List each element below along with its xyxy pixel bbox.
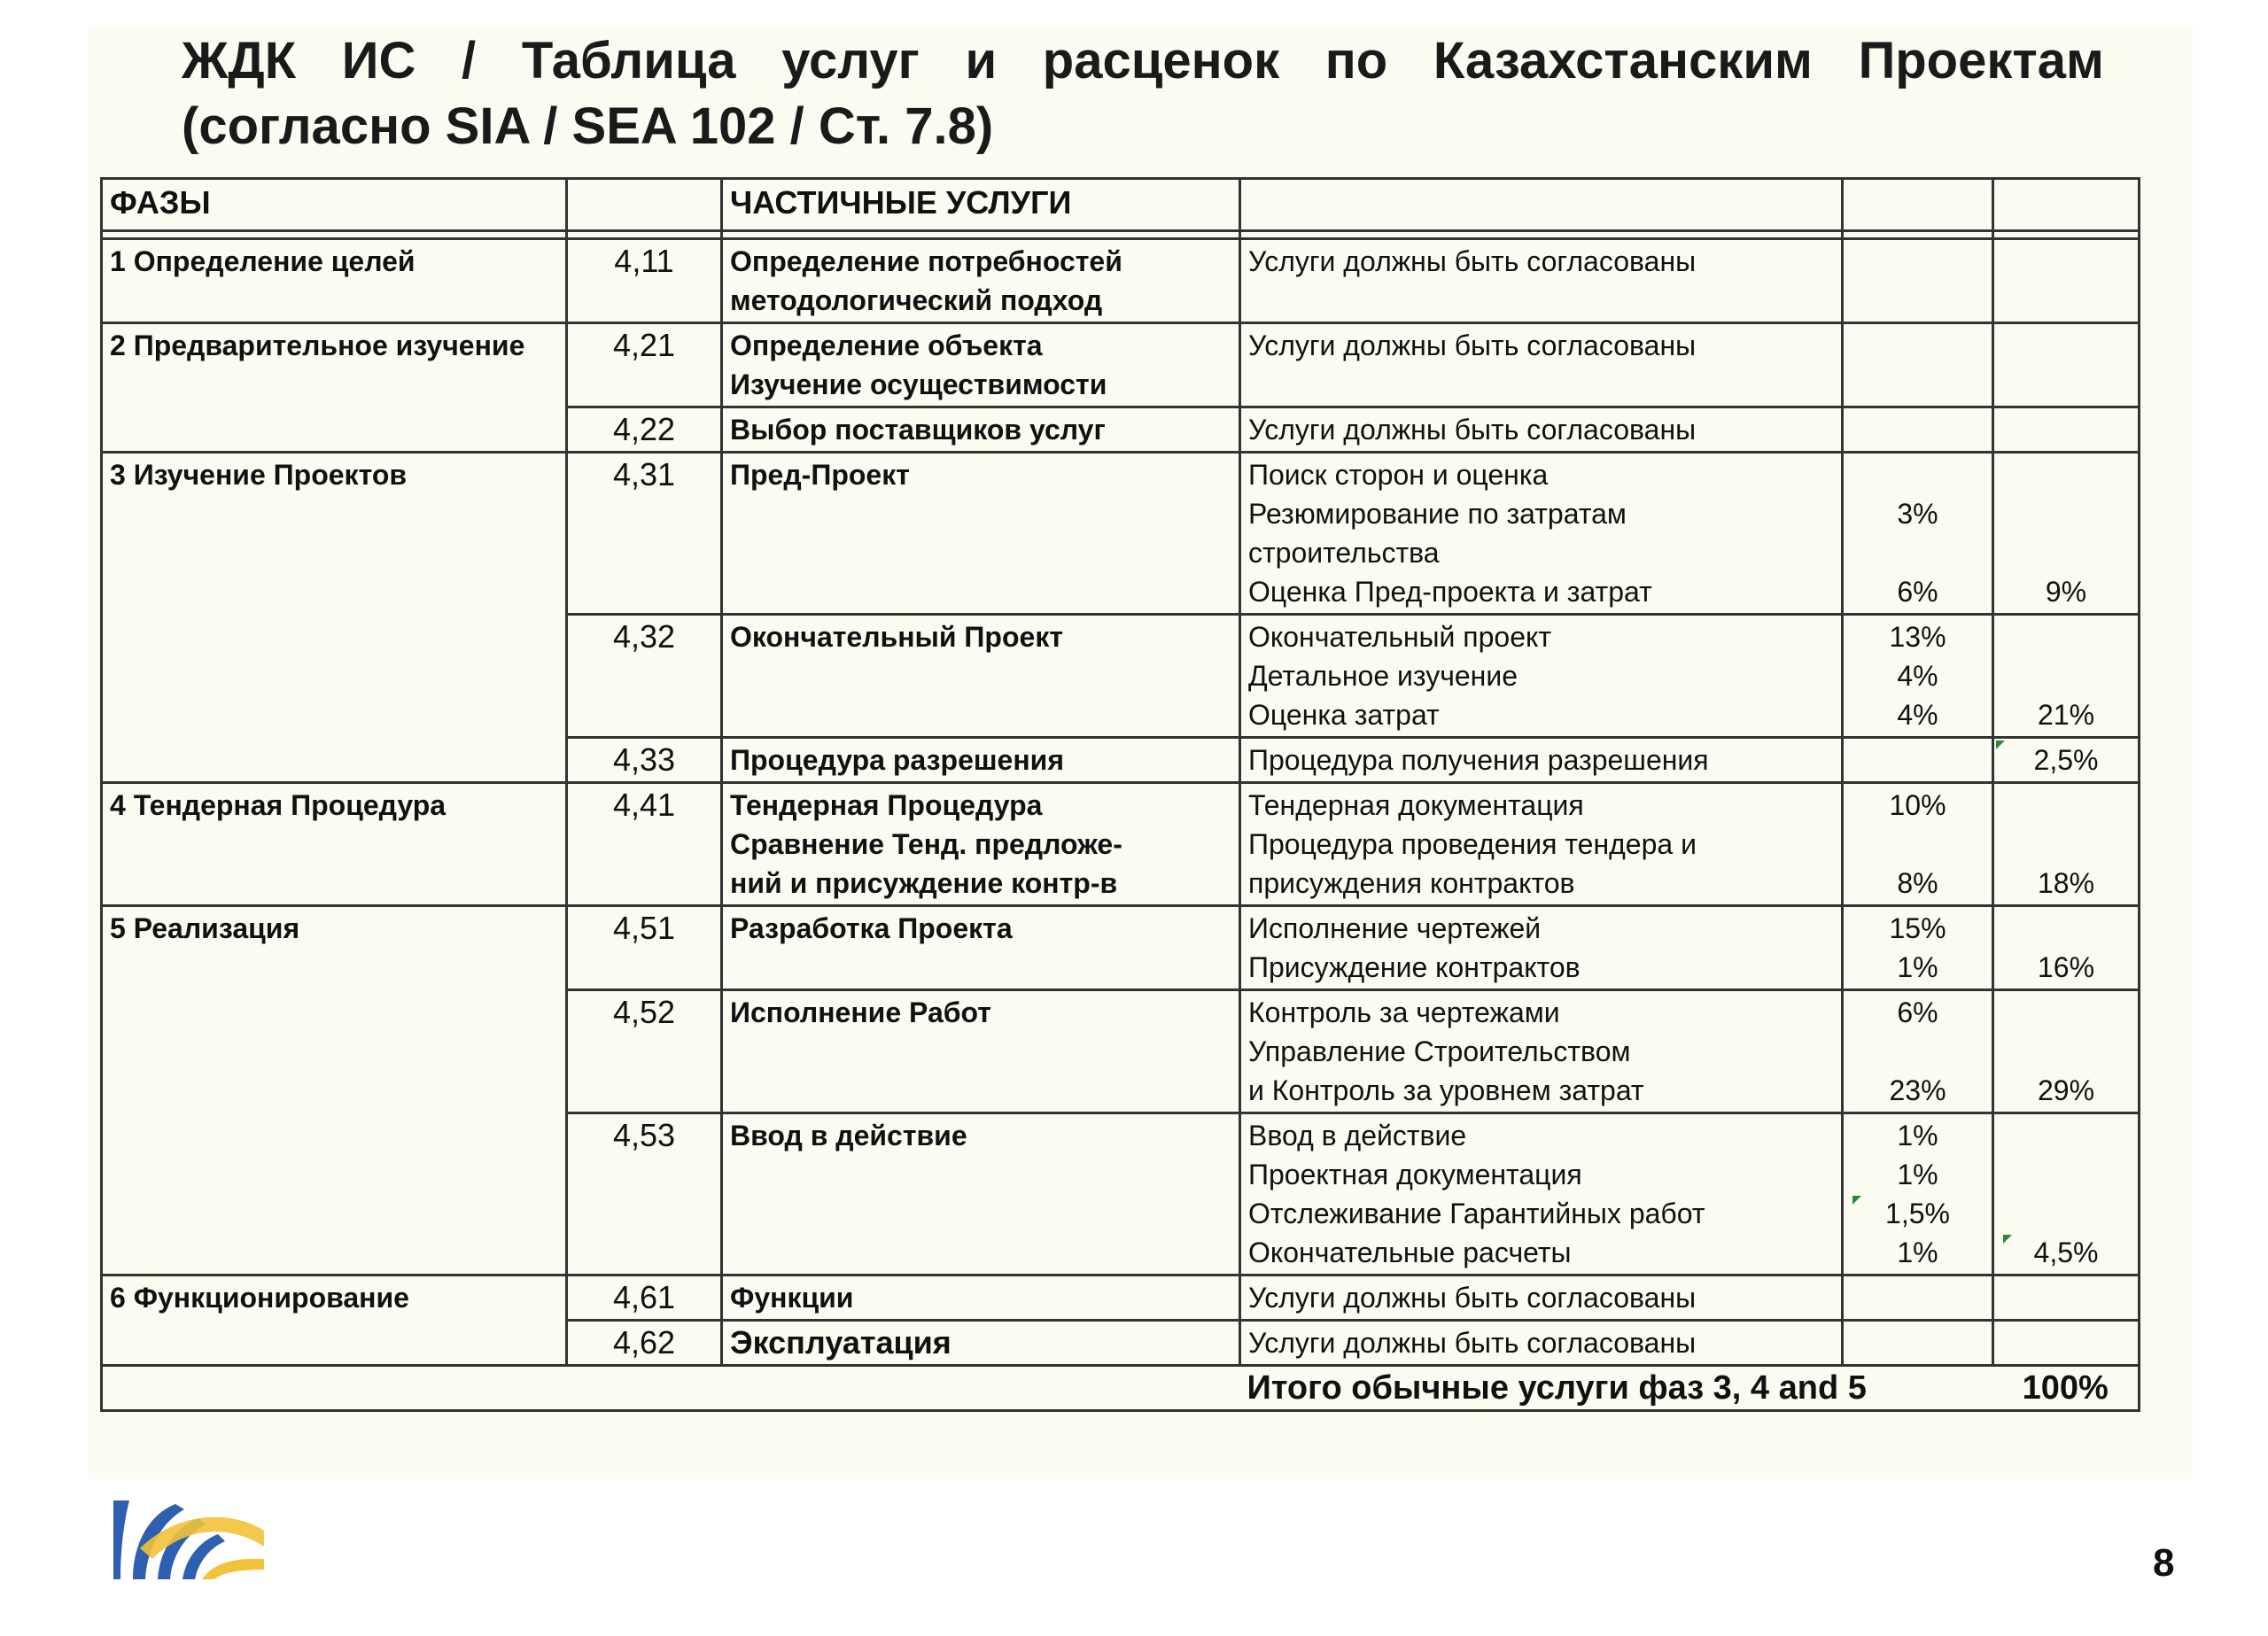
summary-label: Итого обычные услуги фаз 3, 4 and 5	[1240, 1366, 1993, 1411]
service-line: Пред-Проект	[730, 459, 910, 491]
header-row	[102, 179, 2140, 231]
service-desc	[1240, 990, 1843, 1113]
header-code	[567, 179, 722, 231]
service-line: Функции	[730, 1282, 854, 1314]
desc-line: Резюмирование по затратам	[1248, 498, 1627, 530]
phase-name: 5 Реализация	[102, 906, 567, 1275]
title-word: по	[1324, 32, 1388, 89]
header-phases: ФАЗЫ	[102, 179, 567, 231]
pct-cell	[1843, 1275, 1993, 1321]
total-cell	[1993, 738, 2140, 783]
pct-value: 6%	[1897, 996, 1938, 1028]
service-line: Процедура разрешения	[730, 744, 1064, 776]
services-table	[100, 177, 2140, 1412]
pct-value: 1%	[1897, 951, 1938, 983]
total-value: 9%	[2045, 576, 2087, 608]
service-name	[722, 239, 1240, 323]
total-value: 29%	[2037, 1074, 2095, 1106]
service-name	[722, 453, 1240, 615]
service-line: Определение потребностей	[730, 245, 1122, 277]
desc-line: Контроль за чертежами	[1248, 996, 1560, 1028]
total-cell	[1993, 615, 2140, 738]
service-name	[722, 407, 1240, 453]
pct-cell	[1843, 453, 1993, 615]
service-desc	[1240, 615, 1843, 738]
service-desc	[1240, 453, 1843, 615]
desc-line: Услуги должны быть согласованы	[1248, 1282, 1697, 1314]
service-code: 4,52	[567, 990, 722, 1113]
service-code: 4,61	[567, 1275, 722, 1321]
desc-line: Исполнение чертежей	[1248, 912, 1542, 944]
service-code: 4,31	[567, 453, 722, 615]
pct-value: 10%	[1889, 789, 1946, 821]
service-desc	[1240, 906, 1843, 990]
total-cell	[1993, 323, 2140, 407]
title-word: Проектам	[1858, 32, 2104, 89]
service-name	[722, 1113, 1240, 1275]
total-cell	[1993, 990, 2140, 1113]
header-desc	[1240, 179, 1843, 231]
phase-name: 3 Изучение Проектов	[102, 453, 567, 783]
pct-cell	[1843, 239, 1993, 323]
service-code: 4,11	[567, 239, 722, 323]
desc-line: Услуги должны быть согласованы	[1248, 1327, 1697, 1359]
table-row	[102, 323, 2140, 407]
pct-value: 3%	[1897, 498, 1938, 530]
desc-line: Услуги должны быть согласованы	[1248, 245, 1697, 277]
service-code: 4,33	[567, 738, 722, 783]
total-cell	[1993, 407, 2140, 453]
pct-cell	[1843, 407, 1993, 453]
service-desc	[1240, 323, 1843, 407]
separator-row	[102, 231, 2140, 239]
service-code: 4,53	[567, 1113, 722, 1275]
service-name	[722, 990, 1240, 1113]
service-desc	[1240, 1275, 1843, 1321]
pct-value: 1%	[1897, 1159, 1938, 1190]
service-line: Изучение осуществимости	[730, 368, 1107, 400]
service-name	[722, 1321, 1240, 1366]
service-name	[722, 783, 1240, 906]
service-code: 4,32	[567, 615, 722, 738]
desc-line: Присуждение контрактов	[1248, 951, 1581, 983]
service-desc	[1240, 1321, 1843, 1366]
service-name	[722, 738, 1240, 783]
total-cell	[1993, 453, 2140, 615]
header-services: ЧАСТИЧНЫЕ УСЛУГИ	[722, 179, 1240, 231]
title-word: /	[462, 32, 477, 89]
desc-line: Ввод в действие	[1248, 1120, 1467, 1151]
service-code: 4,21	[567, 323, 722, 407]
desc-line: Оценка затрат	[1248, 699, 1440, 731]
pct-value: 23%	[1889, 1074, 1946, 1106]
summary-total: 100%	[1993, 1366, 2140, 1411]
phase-name: 1 Определение целей	[102, 239, 567, 323]
page-number: 8	[2153, 1541, 2175, 1585]
title-line-1	[182, 28, 2104, 94]
total-value: 16%	[2037, 951, 2095, 983]
service-line: ний и присуждение контр-в	[730, 867, 1118, 899]
service-line: Определение объекта	[730, 330, 1043, 361]
service-desc	[1240, 407, 1843, 453]
title-word: ЖДК	[182, 32, 297, 89]
service-desc	[1240, 1113, 1843, 1275]
service-line: методологический подход	[730, 284, 1103, 316]
title-word: Казахстанским	[1433, 32, 1813, 89]
pct-value: 15%	[1889, 912, 1946, 944]
service-line: Эксплуатация	[730, 1324, 951, 1361]
title-word: расценок	[1042, 32, 1280, 89]
pct-cell	[1843, 990, 1993, 1113]
service-line: Выбор поставщиков услуг	[730, 414, 1106, 446]
total-cell	[1993, 1321, 2140, 1366]
header-pct	[1843, 179, 1993, 231]
pct-value: 1%	[1897, 1120, 1938, 1151]
pct-cell	[1843, 323, 1993, 407]
pct-cell	[1843, 906, 1993, 990]
header-total	[1993, 179, 2140, 231]
pct-cell	[1843, 783, 1993, 906]
pct-value: 1,5%	[1851, 1194, 1984, 1233]
total-cell	[1993, 906, 2140, 990]
pct-cell	[1843, 615, 1993, 738]
service-desc	[1240, 239, 1843, 323]
service-name	[722, 615, 1240, 738]
title-word: Таблица	[521, 32, 736, 89]
service-name	[722, 1275, 1240, 1321]
service-name	[722, 906, 1240, 990]
desc-line: и Контроль за уровнем затрат	[1248, 1074, 1644, 1106]
pct-value: 4%	[1897, 660, 1938, 692]
total-cell	[1993, 783, 2140, 906]
pct-value: 1%	[1897, 1237, 1938, 1268]
service-line: Ввод в действие	[730, 1120, 967, 1151]
title-word: и	[965, 32, 998, 89]
desc-line: Окончательные расчеты	[1248, 1237, 1572, 1268]
service-line: Разработка Проекта	[730, 912, 1013, 944]
desc-line: Окончательный проект	[1248, 621, 1552, 653]
desc-line: Отслеживание Гарантийных работ	[1248, 1198, 1705, 1229]
desc-line: Оценка Пред-проекта и затрат	[1248, 576, 1652, 608]
desc-line: Управление Строительством	[1248, 1035, 1631, 1067]
title-word: услуг	[781, 32, 920, 89]
desc-line: Поиск сторон и оценка	[1248, 459, 1549, 491]
table-row	[102, 1275, 2140, 1321]
total-cell	[1993, 1113, 2140, 1275]
service-name	[722, 323, 1240, 407]
table-row	[102, 453, 2140, 615]
desc-line: Услуги должны быть согласованы	[1248, 330, 1697, 361]
service-code: 4,22	[567, 407, 722, 453]
desc-line: Процедура получения разрешения	[1248, 744, 1709, 776]
service-code: 4,41	[567, 783, 722, 906]
total-cell	[1993, 1275, 2140, 1321]
desc-line: Услуги должны быть согласованы	[1248, 414, 1697, 446]
pct-value: 8%	[1897, 867, 1938, 899]
desc-line: Проектная документация	[1248, 1159, 1582, 1190]
company-logo-icon	[113, 1495, 264, 1579]
pct-value: 13%	[1889, 621, 1946, 653]
service-code: 4,51	[567, 906, 722, 990]
table-row	[102, 783, 2140, 906]
phase-name: 6 Функционирование	[102, 1275, 567, 1366]
total-value: 18%	[2037, 867, 2095, 899]
desc-line: Детальное изучение	[1248, 660, 1518, 692]
table-row	[102, 906, 2140, 990]
phase-name: 2 Предварительное изучение	[102, 323, 567, 453]
pct-cell	[1843, 738, 1993, 783]
desc-line: Тендерная документация	[1248, 789, 1584, 821]
table-row	[102, 239, 2140, 323]
title-word: ИС	[341, 32, 416, 89]
summary-row	[102, 1366, 2140, 1411]
pct-cell	[1843, 1113, 1993, 1275]
service-desc	[1240, 783, 1843, 906]
desc-line: строительства	[1248, 537, 1440, 569]
service-desc	[1240, 738, 1843, 783]
desc-line: Процедура проведения тендера и	[1248, 828, 1697, 860]
page-title	[182, 28, 2104, 159]
total-value: 4,5%	[2001, 1233, 2131, 1272]
service-line: Сравнение Тенд. предложе-	[730, 828, 1122, 860]
total-value: 2,5%	[2033, 744, 2099, 776]
pct-cell	[1843, 1321, 1993, 1366]
service-code: 4,62	[567, 1321, 722, 1366]
service-line: Окончательный Проект	[730, 621, 1063, 653]
total-value: 21%	[2037, 699, 2095, 731]
title-line-2: (согласно SIA / SEA 102 / Ст. 7.8)	[182, 97, 994, 155]
pct-value: 6%	[1897, 576, 1938, 608]
desc-line: присуждения контрактов	[1248, 867, 1575, 899]
service-line: Исполнение Работ	[730, 996, 991, 1028]
phase-name: 4 Тендерная Процедура	[102, 783, 567, 906]
service-line: Тендерная Процедура	[730, 789, 1043, 821]
pct-value: 4%	[1897, 699, 1938, 731]
total-cell	[1993, 239, 2140, 323]
